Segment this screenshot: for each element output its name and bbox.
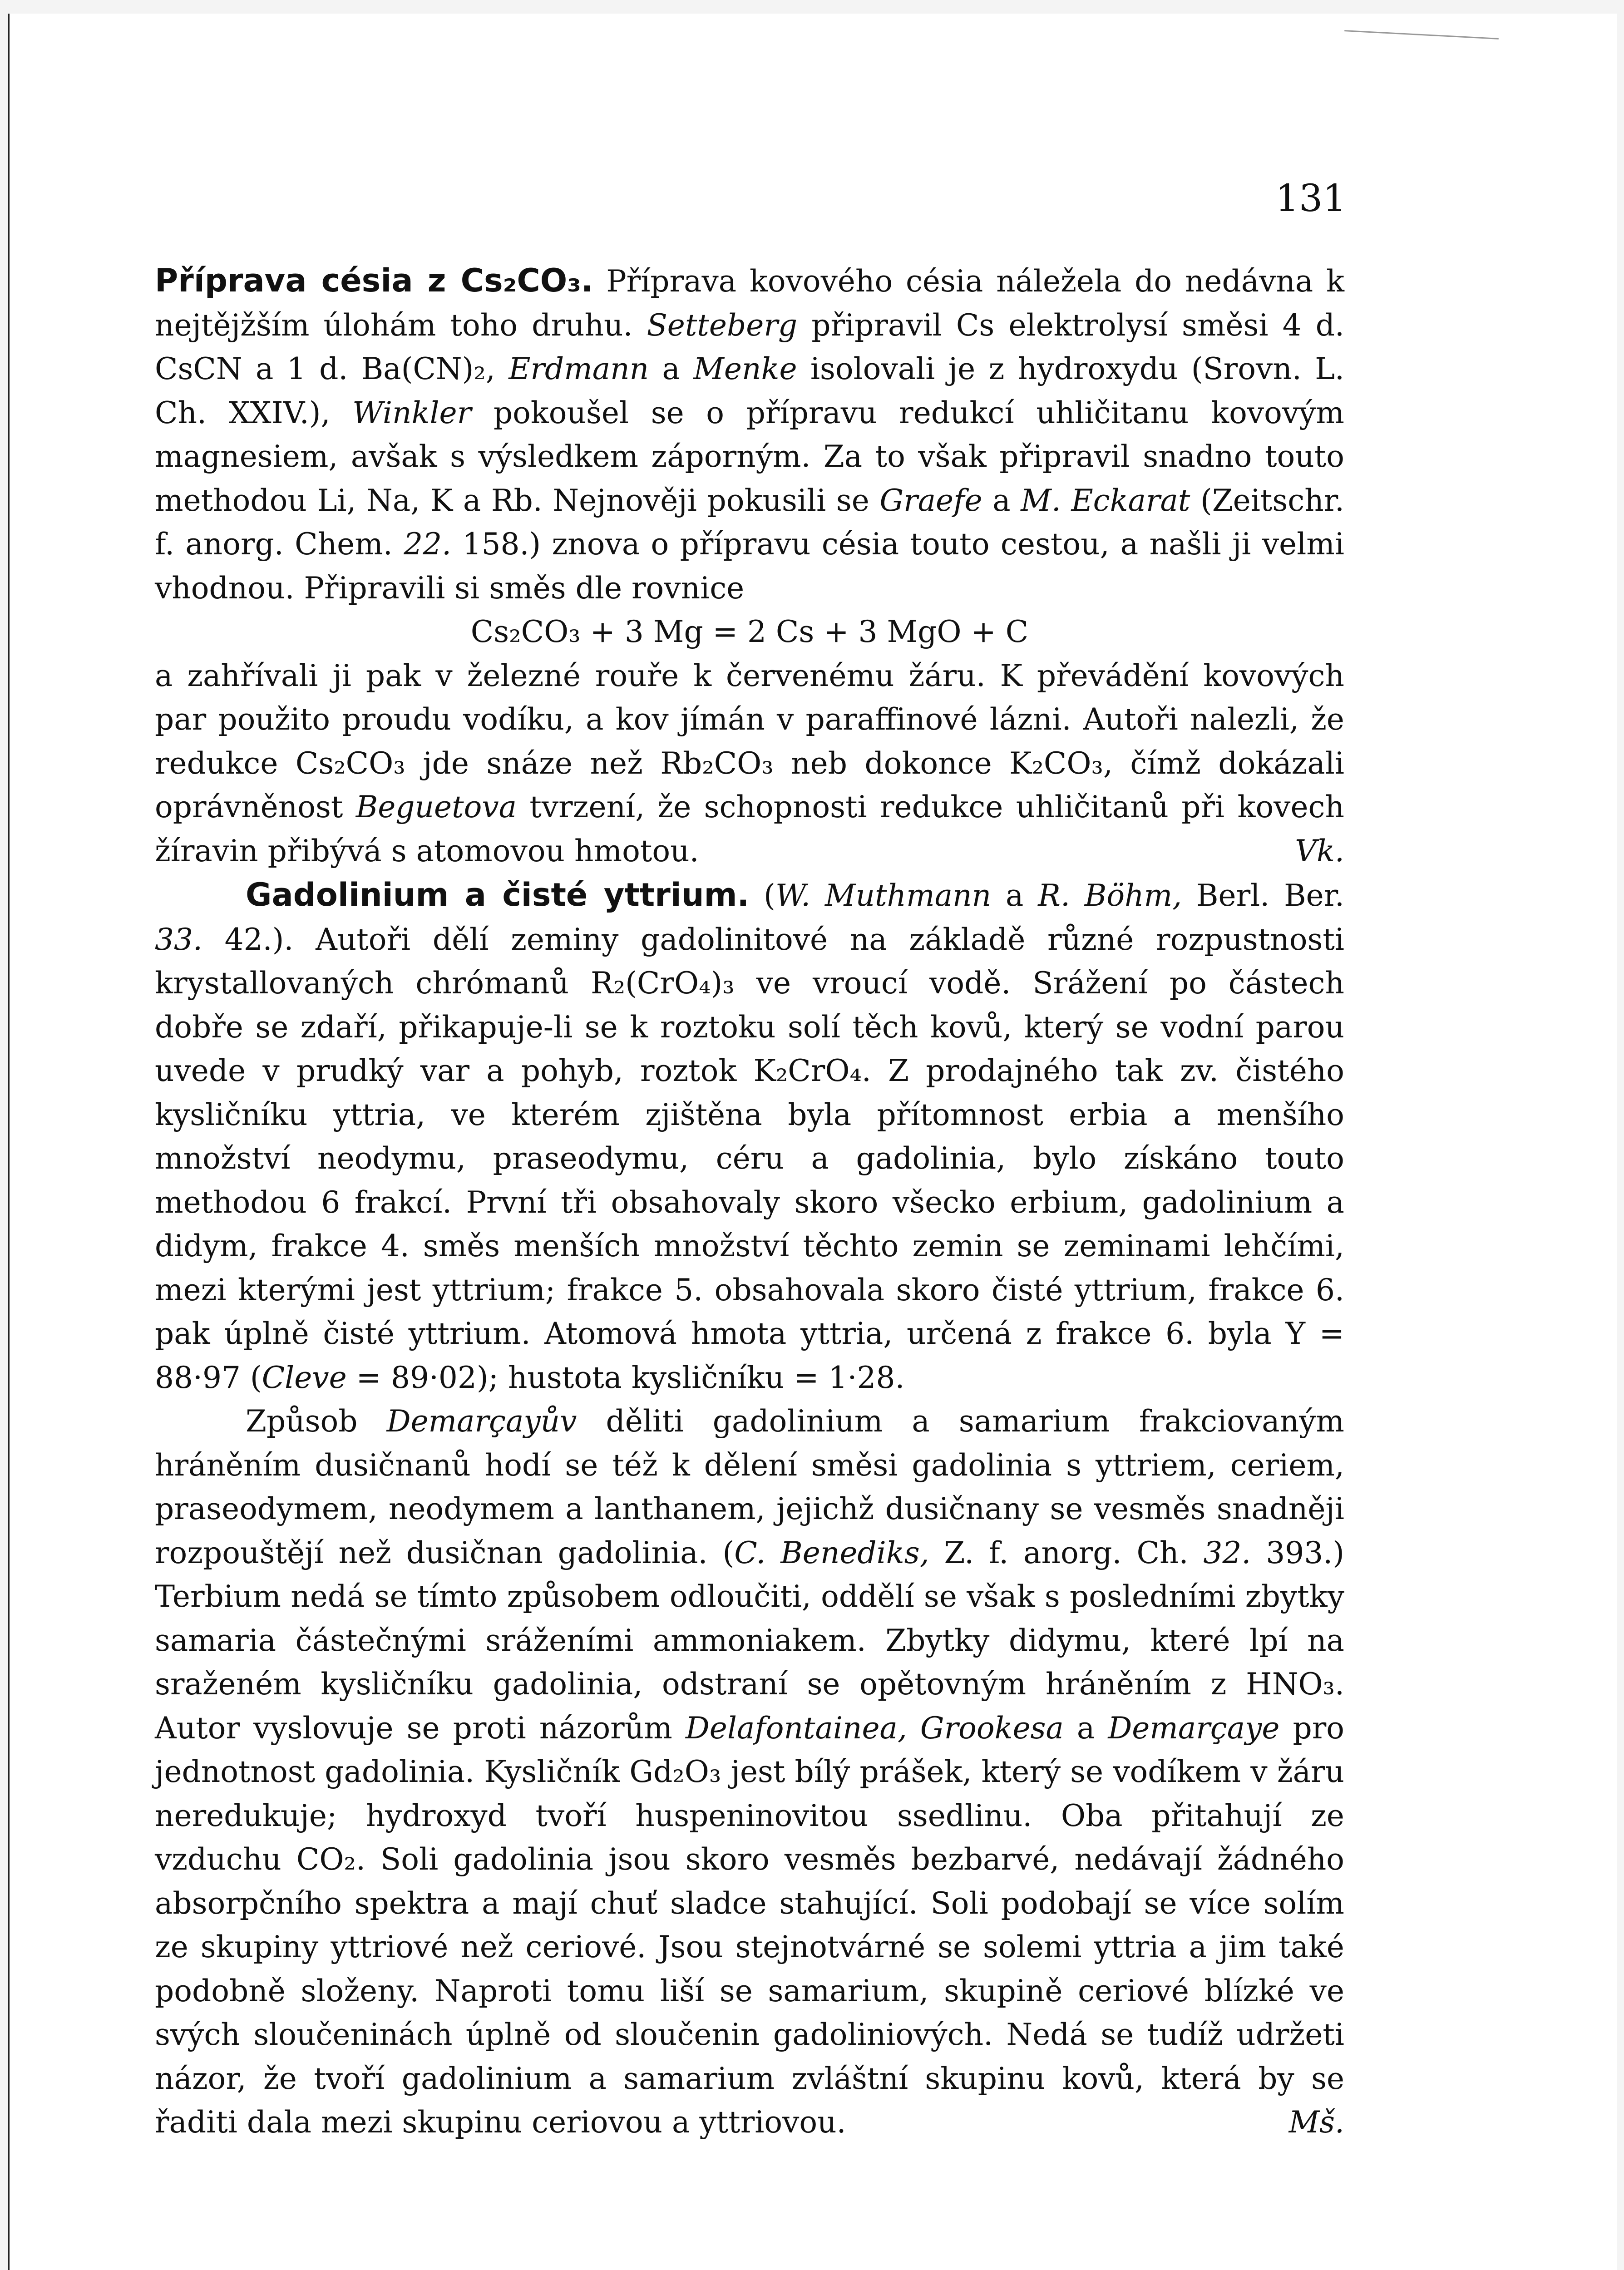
author-menke: Menke bbox=[693, 351, 797, 386]
text-dm-6: pro jednotnost gadolinia. Kysličník Gd₂O₃ jest bílý prášek, který se vodíkem v žáru neredukuje; hydroxyd tvoří huspeninovitou ssedlinu. Oba přitahují ze vzduchu CO₂. Soli gadolinia jsou skoro vesměs bezbarvé, nedávají žádného absorpčního spektra a mají chuť sladce stahující. Soli podobají se více solím ze skupiny yttriové než ceriové. Jsou stejnotvárné se solemi yttria a jim také podobně složeny. Naproti tomu liší se samarium, skupině ceriové blízké ve svých sloučeninách úplně od sloučenin gadoliniových. Nedá se tudíž udržeti názor, že tvoří gadolinium a samarium zvláštní skupinu kovů, která by se řaditi dala mezi skupinu ceriovou a yttriovou. bbox=[155, 1710, 1345, 2140]
article-text bbox=[155, 259, 1344, 2145]
author-eckarat: M. Eckarat bbox=[1021, 483, 1190, 518]
text-cesium-7: (Zeitschr. f. anorg. Chem. bbox=[155, 483, 1344, 562]
text-cesium-3: a bbox=[649, 351, 694, 386]
section-cesium-cont bbox=[155, 654, 1344, 873]
text-dm-4: 393.) Terbium nedá se tímto způsobem odloučiti, oddělí se však s posledními zbytky samaria částečnými sráženími ammoniakem. Zbytky didymu, které lpí na sraženém kysličníku gadolinia, odstraní se opětovným hráněním z HNO₃. Autor vyslovuje se proti názorům bbox=[155, 1535, 1344, 1746]
text-cesium-5: pokoušel se o přípravu redukcí uhličitanu kovovým magnesiem, avšak s výsledkem záporným. Za to však připravil snadno touto methodou Li, Na, K a Rb. Nejnověji pokusili se bbox=[155, 395, 1344, 518]
author-bohm: R. Böhm, bbox=[1038, 878, 1182, 913]
text-dm-3: Z. f. anorg. Ch. bbox=[929, 1535, 1204, 1570]
text-cesium-8: 158.) znova o přípravu césia touto cestou, a našli ji velmi vhodnou. Připravili si směs dle rovnice bbox=[155, 527, 1344, 606]
signature-vk: Vk. bbox=[1295, 833, 1344, 869]
author-winkler: Winkler bbox=[352, 395, 472, 430]
text-cesium-9: a zahřívali ji pak v železné rouře k červenému žáru. K převádění kovových par použito proudu vodíku, a kov jímán v paraffinové lázni. Autoři nalezli, že redukce Cs₂CO₃ jde snáze než Rb₂CO₃ neb dokonce K₂CO₃, čímž dokázali oprávněnost bbox=[155, 658, 1344, 824]
text-gd-1: ( bbox=[749, 878, 775, 913]
volume-22: 22. bbox=[404, 527, 452, 562]
text-gd-4: 42.). Autoři dělí zeminy gadolinitové na základě různé rozpustnosti krystallovaných chrómanů R₂(CrO₄)₃ ve vroucí vodě. Srážení po částech dobře se zdaří, přikapuje-li se k roztoku solí těch kovů, který se vodní parou uvede v prudký var a pohyb, roztok K₂CrO₄. Z prodajného tak zv. čistého kysličníku yttria, ve kterém zjištěna byla přítomnost erbia a menšího množství neodymu, praseodymu, céru a gadolinia, bylo získáno touto methodou 6 frakcí. První tři obsahovaly skoro všecko erbium, gadolinium a didym, frakce 4. směs menších množství těchto zemin se zeminami lehčími, mezi kterými jest yttrium; frakce 5. obsahovala skoro čisté yttrium, frakce 6. pak úplně čisté yttrium. Atomová hmota yttria, určená z frakce 6. byla Y = 88·97 ( bbox=[155, 922, 1344, 1395]
author-delafontaine-crookes: Delafontainea, Grookesa bbox=[685, 1710, 1064, 1746]
section-demarcay bbox=[155, 1400, 1344, 2145]
text-cesium-2: připravil Cs elektrolysí směsi 4 d. CsCN a 1 d. Ba(CN)₂, bbox=[155, 307, 1344, 386]
heading-gadolinium: Gadolinium a čisté yttrium. bbox=[246, 876, 750, 913]
author-benediks: C. Benediks, bbox=[734, 1535, 929, 1570]
heading-cesium: Příprava césia z Cs₂CO₃. bbox=[155, 262, 593, 299]
page bbox=[8, 14, 1617, 2270]
volume-32: 32. bbox=[1203, 1535, 1251, 1570]
section-gadolinium bbox=[155, 873, 1344, 1400]
author-demarcay-2: Demarçaye bbox=[1108, 1710, 1280, 1746]
author-erdmann: Erdmann bbox=[508, 351, 649, 386]
text-gd-2: a bbox=[991, 878, 1038, 913]
author-beguet: Beguetova bbox=[355, 790, 517, 824]
text-cesium-4: isolovali je z hydroxydu (Srovn. L. Ch. XXIV.), bbox=[155, 351, 1345, 430]
author-demarcay-1: Demarçayův bbox=[386, 1404, 577, 1439]
text-gd-5: = 89·02); hustota kysličníku = 1·28. bbox=[346, 1360, 905, 1395]
text-cesium-10: tvrzení, že schopnosti redukce uhličitanů při kovech žíravin přibývá s atomovou hmotou. bbox=[155, 790, 1344, 869]
text-dm-2: děliti gadolinium a samarium frakciovaným hráněním dusičnanů hodí se též k dělení směsi gadolinia s yttriem, ceriem, praseodymem, neodymem a lanthanem, jejichž dusičnany se vesměs snadněji rozpouštějí než dusičnan gadolinia. ( bbox=[155, 1404, 1344, 1570]
author-graefe: Graefe bbox=[879, 483, 982, 518]
section-cesium bbox=[155, 259, 1344, 610]
signature-ms: Mš. bbox=[1288, 2105, 1344, 2140]
scan-edge-mark bbox=[1344, 30, 1499, 39]
text-dm-1: Způsob bbox=[246, 1404, 387, 1439]
text-dm-5: a bbox=[1063, 1710, 1108, 1746]
text-cesium-6: a bbox=[982, 483, 1021, 518]
author-muthmann: W. Muthmann bbox=[775, 878, 992, 913]
text-cesium-1: Příprava kovového césia náležela do nedávna k nejtějžším úlohám toho druhu. bbox=[155, 264, 1344, 343]
page-number: 131 bbox=[1275, 177, 1347, 220]
text-gd-3: Berl. Ber. bbox=[1182, 878, 1344, 913]
volume-33: 33. bbox=[155, 922, 202, 957]
equation-cesium: Cs₂CO₃ + 3 Mg = 2 Cs + 3 MgO + C bbox=[470, 614, 1029, 649]
author-setteberg: Setteberg bbox=[647, 307, 798, 343]
author-cleve: Cleve bbox=[262, 1360, 347, 1395]
